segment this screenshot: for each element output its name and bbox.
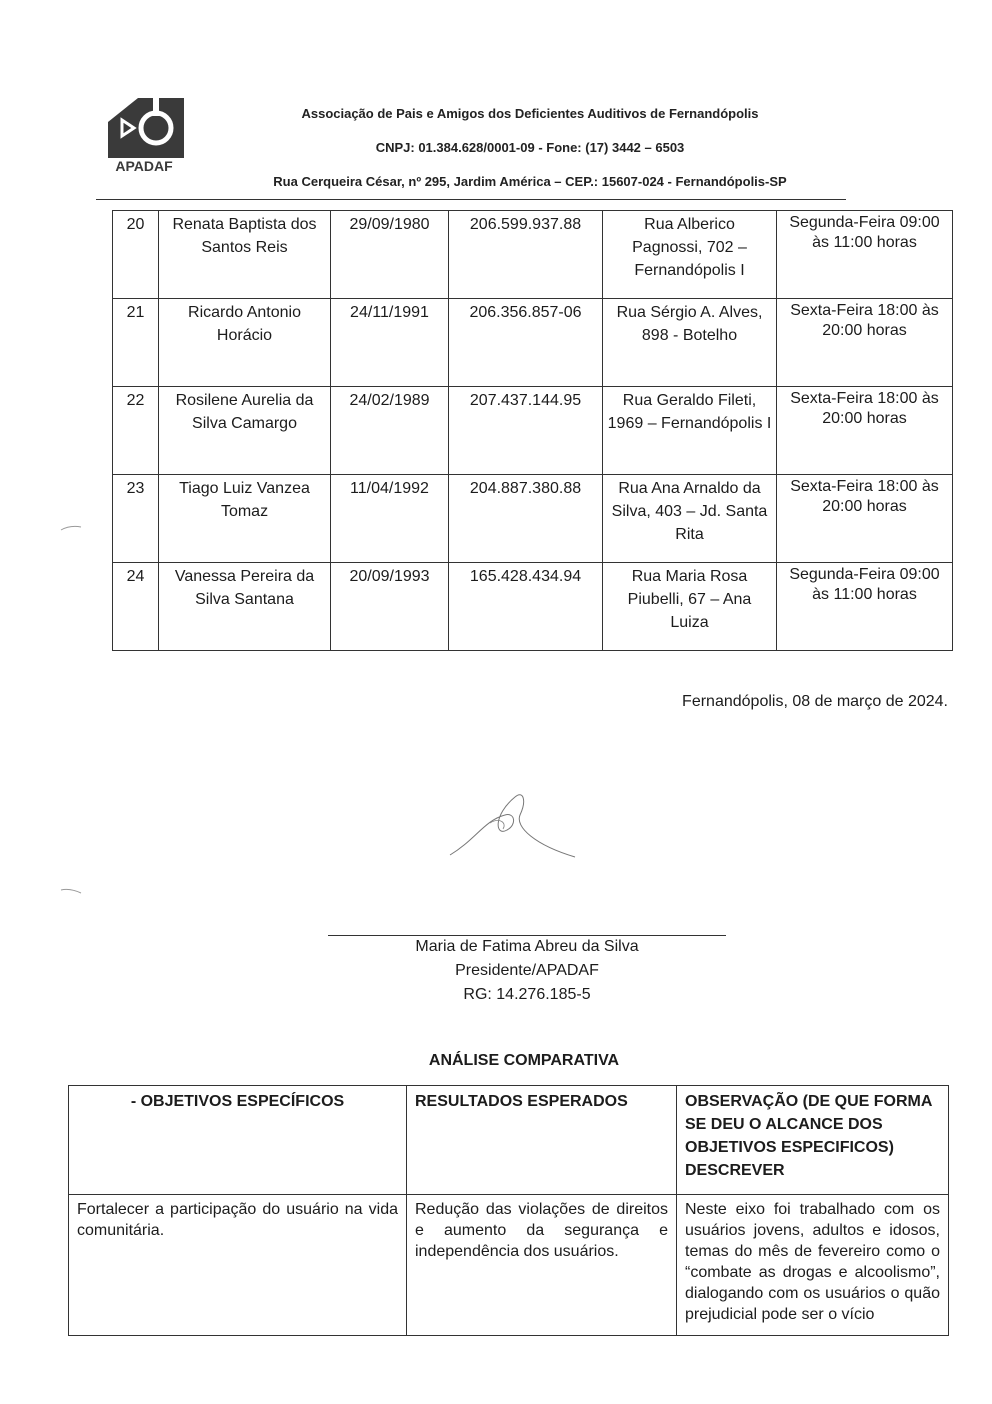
header-divider bbox=[96, 199, 846, 200]
member-address: Rua Geraldo Fileti, 1969 – Fernandópolis I bbox=[603, 387, 777, 475]
member-number: 22 bbox=[113, 387, 159, 475]
table-row bbox=[113, 563, 953, 651]
organization-address: Rua Cerqueira César, nº 295, Jardim América – CEP.: 15607-024 - Fernandópolis-SP bbox=[273, 174, 787, 189]
signer-name: Maria de Fatima Abreu da Silva bbox=[415, 938, 639, 955]
member-name: Vanessa Pereira da Silva Santana bbox=[159, 563, 331, 651]
expected-text: Redução das violações de direitos e aumento da segurança e independência dos usuários. bbox=[415, 1201, 668, 1260]
table-row bbox=[113, 387, 953, 475]
analysis-title: ANÁLISE COMPARATIVA bbox=[428, 1052, 620, 1069]
member-name: Ricardo Antonio Horácio bbox=[159, 299, 331, 387]
member-schedule: Sexta-Feira 18:00 às 20:00 horas bbox=[777, 387, 953, 475]
member-number: 24 bbox=[113, 563, 159, 651]
member-number: 23 bbox=[113, 475, 159, 563]
analysis-row bbox=[69, 1195, 949, 1336]
margin-mark bbox=[60, 525, 82, 531]
member-document: 204.887.380.88 bbox=[449, 475, 603, 563]
member-number: 20 bbox=[113, 211, 159, 299]
signature-line bbox=[328, 935, 726, 936]
member-name: Rosilene Aurelia da Silva Camargo bbox=[159, 387, 331, 475]
member-document: 207.437.144.95 bbox=[449, 387, 603, 475]
member-name: Renata Baptista dos Santos Reis bbox=[159, 211, 331, 299]
members-table bbox=[112, 210, 953, 651]
member-birthdate: 24/02/1989 bbox=[331, 387, 449, 475]
apadaf-logo bbox=[98, 92, 188, 174]
objective-text: Fortalecer a participação do usuário na vida comunitária. bbox=[77, 1201, 398, 1239]
objective-cell bbox=[69, 1195, 407, 1336]
member-schedule: Sexta-Feira 18:00 às 20:00 horas bbox=[777, 475, 953, 563]
member-address: Rua Ana Arnaldo da Silva, 403 – Jd. Santa Rita bbox=[603, 475, 777, 563]
logo-text: APADAF bbox=[115, 158, 173, 174]
member-birthdate: 24/11/1991 bbox=[331, 299, 449, 387]
member-birthdate: 20/09/1993 bbox=[331, 563, 449, 651]
member-address: Rua Maria Rosa Piubelli, 67 – Ana Luiza bbox=[603, 563, 777, 651]
table-row bbox=[113, 211, 953, 299]
member-address: Rua Sérgio A. Alves, 898 - Botelho bbox=[603, 299, 777, 387]
member-birthdate: 29/09/1980 bbox=[331, 211, 449, 299]
member-name: Tiago Luiz Vanzea Tomaz bbox=[159, 475, 331, 563]
analysis-table bbox=[68, 1085, 949, 1336]
header-expected-results: RESULTADOS ESPERADOS bbox=[407, 1086, 677, 1195]
member-number: 21 bbox=[113, 299, 159, 387]
signer-rg: RG: 14.276.185-5 bbox=[463, 986, 591, 1003]
member-birthdate: 11/04/1992 bbox=[331, 475, 449, 563]
observation-text: Neste eixo foi trabalhado com os usuários jovens, adultos e idosos, temas do mês de fevereiro como o “combate as drogas e alcoolismo”, dialogando com os usuários o quão prejudicial pode ser o vício bbox=[685, 1201, 940, 1323]
margin-mark bbox=[60, 888, 82, 894]
handwritten-signature bbox=[445, 785, 585, 865]
member-schedule: Sexta-Feira 18:00 às 20:00 horas bbox=[777, 299, 953, 387]
header-objectives: - OBJETIVOS ESPECÍFICOS bbox=[69, 1086, 407, 1195]
observation-cell bbox=[677, 1195, 949, 1336]
organization-name: Associação de Pais e Amigos dos Deficientes Auditivos de Fernandópolis bbox=[301, 106, 759, 121]
table-row bbox=[113, 475, 953, 563]
header-observation: OBSERVAÇÃO (DE QUE FORMA SE DEU O ALCANCE DOS OBJETIVOS ESPECIFICOS) DESCREVER bbox=[677, 1086, 949, 1195]
member-schedule: Segunda-Feira 09:00 às 11:00 horas bbox=[777, 563, 953, 651]
member-document: 165.428.434.94 bbox=[449, 563, 603, 651]
member-document: 206.599.937.88 bbox=[449, 211, 603, 299]
member-document: 206.356.857-06 bbox=[449, 299, 603, 387]
table-row bbox=[113, 299, 953, 387]
place-date: Fernandópolis, 08 de março de 2024. bbox=[682, 693, 948, 710]
member-schedule: Segunda-Feira 09:00 às 11:00 horas bbox=[777, 211, 953, 299]
cnpj-phone: CNPJ: 01.384.628/0001-09 - Fone: (17) 3442 – 6503 bbox=[375, 140, 685, 155]
signer-role: Presidente/APADAF bbox=[455, 962, 599, 979]
member-address: Rua Alberico Pagnossi, 702 – Fernandópolis I bbox=[603, 211, 777, 299]
expected-cell bbox=[407, 1195, 677, 1336]
